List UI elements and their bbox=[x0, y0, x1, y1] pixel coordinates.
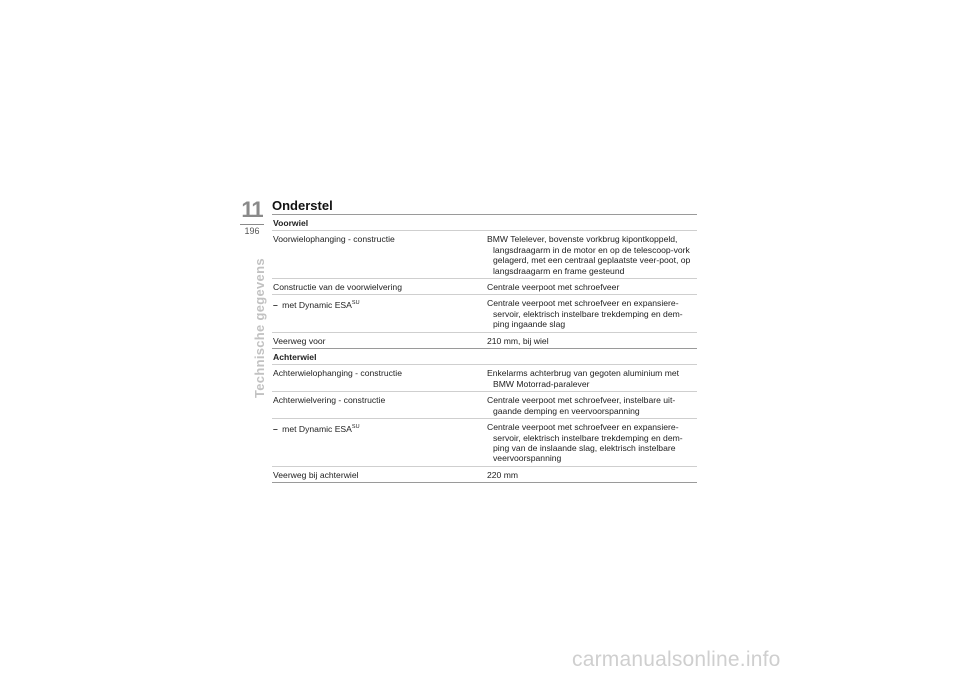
table-row bbox=[272, 294, 697, 331]
page-number: 196 bbox=[244, 226, 260, 236]
row-value bbox=[487, 368, 697, 389]
row-value bbox=[487, 336, 697, 346]
table-row bbox=[272, 332, 697, 348]
row-label-text: met Dynamic ESA bbox=[282, 424, 352, 435]
chapter-number: 11 bbox=[241, 197, 263, 222]
row-label: Achterwielophanging - constructie bbox=[273, 368, 402, 379]
section-header-rear-wheel: Achterwiel bbox=[272, 348, 697, 364]
superscript-su: SU bbox=[351, 424, 360, 431]
row-value-first-line: Centrale veerpoot met schroefveer en expansiere- bbox=[487, 422, 679, 433]
row-value-continuation: gaande demping en veervoorspanning bbox=[493, 405, 640, 416]
row-value bbox=[487, 282, 697, 292]
row-label: Veerweg voor bbox=[273, 335, 326, 346]
spec-table bbox=[272, 214, 697, 483]
table-row bbox=[272, 230, 697, 278]
page-title: Onderstel bbox=[272, 198, 333, 213]
row-label bbox=[272, 298, 487, 329]
row-value-first-line: Centrale veerpoot met schroefveer bbox=[487, 282, 620, 293]
table-end-rule bbox=[272, 482, 697, 483]
row-value-first-line: Centrale veerpoot met schroefveer en expansiere- bbox=[487, 298, 679, 309]
chapter-divider bbox=[240, 224, 264, 225]
row-value-first-line: BMW Telelever, bovenste vorkbrug kipontkoppeld, bbox=[487, 234, 678, 245]
table-row bbox=[272, 391, 697, 418]
row-value bbox=[487, 470, 697, 480]
dash-bullet: – bbox=[273, 300, 278, 311]
row-value bbox=[487, 298, 697, 329]
row-value-first-line: 220 mm bbox=[487, 469, 519, 480]
row-value bbox=[487, 234, 697, 276]
row-label: Achterwielvering - constructie bbox=[273, 395, 386, 406]
row-label: Constructie van de voorwielvering bbox=[273, 282, 402, 293]
row-value-continuation: servoir, elektrisch instelbare trekdemping en dem-ping ingaande slag bbox=[493, 308, 683, 330]
table-row bbox=[272, 278, 697, 294]
row-value bbox=[487, 395, 697, 416]
row-value-continuation: langsdraagarm in de motor en op de telescoop-vork gelagerd, met een centraal geplaatste veer-poot, op langsdraagarm en frame gesteund bbox=[493, 244, 691, 276]
row-label: Voorwielophanging - constructie bbox=[273, 234, 395, 245]
row-value-first-line: 210 mm, bij wiel bbox=[487, 335, 549, 346]
table-row bbox=[272, 418, 697, 466]
superscript-su: SU bbox=[351, 300, 360, 307]
row-label: Veerweg bij achterwiel bbox=[273, 469, 359, 480]
row-label bbox=[272, 422, 487, 464]
row-value-first-line: Enkelarms achterbrug van gegoten aluminium met bbox=[487, 368, 680, 379]
table-row bbox=[272, 364, 697, 391]
section-header-front-wheel: Voorwiel bbox=[272, 214, 697, 230]
watermark: carmanualsonline.info bbox=[572, 648, 781, 671]
dash-bullet: – bbox=[273, 424, 278, 435]
table-row bbox=[272, 466, 697, 482]
row-value bbox=[487, 422, 697, 464]
row-value-continuation: servoir, elektrisch instelbare trekdemping en dem-ping van de inslaande slag, elektrisch instelbare veervoorspanning bbox=[493, 432, 683, 464]
chapter-side-title: Technische gegevens bbox=[252, 258, 267, 398]
row-value-first-line: Centrale veerpoot met schroefveer, instelbare uit- bbox=[487, 395, 676, 406]
row-label-text: met Dynamic ESA bbox=[282, 300, 352, 311]
row-value-continuation: BMW Motorrad-paralever bbox=[493, 378, 590, 389]
